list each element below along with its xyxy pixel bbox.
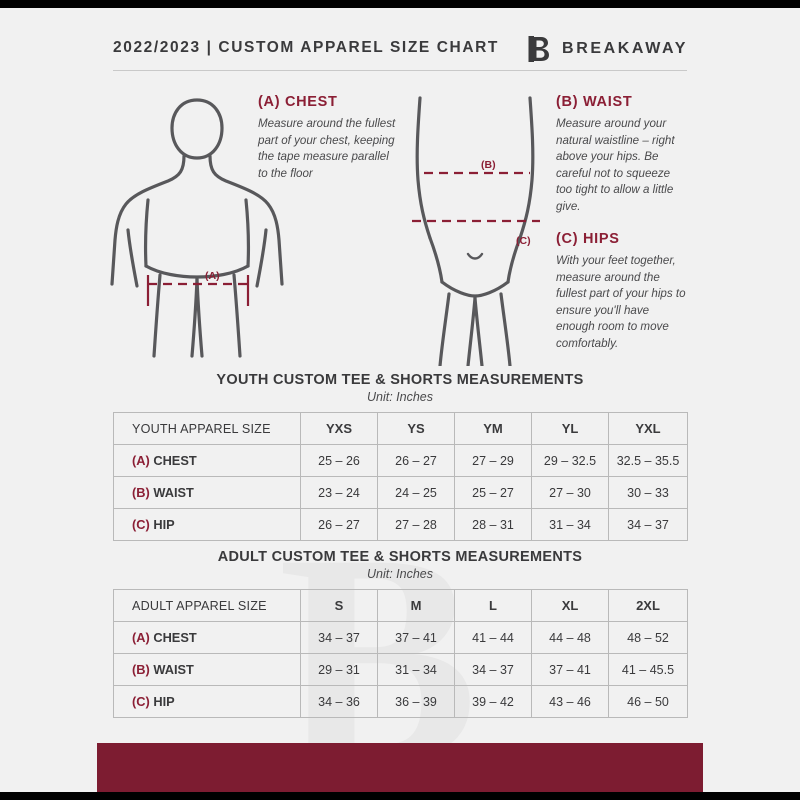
adult-row-tag-waist: (B) — [132, 662, 150, 677]
youth-waist-yxl: 30 – 33 — [609, 477, 688, 509]
adult-chest-xl: 44 – 48 — [532, 622, 609, 654]
youth-size-col-1: YS — [378, 413, 455, 445]
page-title: 2022/2023 | CUSTOM APPAREL SIZE CHART — [113, 39, 499, 56]
youth-section-title: YOUTH CUSTOM TEE & SHORTS MEASUREMENTS — [216, 372, 584, 388]
youth-hip-ys: 27 – 28 — [378, 509, 455, 541]
adult-row-tag-chest: (A) — [132, 630, 150, 645]
youth-size-col-2: YM — [455, 413, 532, 445]
youth-chest-yxl: 32.5 – 35.5 — [609, 445, 688, 477]
adult-section-title: ADULT CUSTOM TEE & SHORTS MEASUREMENTS — [217, 549, 583, 565]
adult-size-col-3: XL — [532, 590, 609, 622]
youth-hip-ym: 28 – 31 — [455, 509, 532, 541]
adult-row-label-hip — [114, 686, 301, 718]
table-header-row — [114, 413, 688, 445]
adult-size-col-1: M — [378, 590, 455, 622]
b-monogram-logo-icon — [528, 36, 550, 62]
adult-waist-m: 31 – 34 — [378, 654, 455, 686]
youth-chest-ym: 27 – 29 — [455, 445, 532, 477]
callout-title-chest: (A) CHEST — [258, 94, 338, 110]
youth-hip-yl: 31 – 34 — [532, 509, 609, 541]
youth-hip-yxl: 34 – 37 — [609, 509, 688, 541]
adult-waist-2xl: 41 – 45.5 — [609, 654, 688, 686]
chest-marker-label: (A) — [205, 270, 220, 282]
table-row — [114, 622, 688, 654]
youth-apparel-size-header: YOUTH APPAREL SIZE — [114, 413, 301, 445]
adult-hip-m: 36 – 39 — [378, 686, 455, 718]
adult-waist-xl: 37 – 41 — [532, 654, 609, 686]
youth-hip-yxs: 26 – 27 — [301, 509, 378, 541]
youth-row-label-waist — [114, 477, 301, 509]
adult-section-unit: Unit: Inches — [366, 567, 433, 581]
youth-row-label-hip — [114, 509, 301, 541]
table-row — [114, 509, 688, 541]
callout-title-hips: (C) HIPS — [556, 231, 620, 247]
adult-chest-s: 34 – 37 — [301, 622, 378, 654]
youth-row-label-chest — [114, 445, 301, 477]
measurement-illustration-area — [0, 70, 800, 366]
adult-size-col-2: L — [455, 590, 532, 622]
adult-size-col-0: S — [301, 590, 378, 622]
adult-size-col-4: 2XL — [609, 590, 688, 622]
adult-row-name-chest: CHEST — [153, 630, 197, 645]
youth-row-name-waist: WAIST — [153, 485, 194, 500]
adult-hip-l: 39 – 42 — [455, 686, 532, 718]
adult-row-name-hip: HIP — [153, 694, 175, 709]
youth-row-tag-hip: (C) — [132, 517, 150, 532]
adult-chest-l: 41 – 44 — [455, 622, 532, 654]
hips-marker-label: (C) — [516, 235, 531, 247]
adult-row-label-waist — [114, 654, 301, 686]
table-row — [114, 686, 688, 718]
youth-size-col-0: YXS — [301, 413, 378, 445]
youth-size-col-4: YXL — [609, 413, 688, 445]
adult-row-label-chest — [114, 622, 301, 654]
youth-size-table — [113, 412, 688, 541]
adult-chest-2xl: 48 – 52 — [609, 622, 688, 654]
youth-waist-yl: 27 – 30 — [532, 477, 609, 509]
table-header-row — [114, 590, 688, 622]
document-header — [0, 8, 800, 70]
table-row — [114, 445, 688, 477]
adult-chest-m: 37 – 41 — [378, 622, 455, 654]
youth-chest-yl: 29 – 32.5 — [532, 445, 609, 477]
table-row — [114, 477, 688, 509]
youth-size-col-3: YL — [532, 413, 609, 445]
table-row — [114, 654, 688, 686]
adult-waist-l: 34 – 37 — [455, 654, 532, 686]
waist-marker-label: (B) — [481, 159, 496, 171]
adult-row-name-waist: WAIST — [153, 662, 194, 677]
adult-hip-2xl: 46 – 50 — [609, 686, 688, 718]
youth-waist-yxs: 23 – 24 — [301, 477, 378, 509]
brand-lockup — [528, 36, 688, 62]
adult-row-tag-hip: (C) — [132, 694, 150, 709]
youth-row-name-hip: HIP — [153, 517, 175, 532]
size-chart-sheet — [0, 8, 800, 792]
adult-hip-s: 34 – 36 — [301, 686, 378, 718]
adult-hip-xl: 43 – 46 — [532, 686, 609, 718]
youth-chest-ys: 26 – 27 — [378, 445, 455, 477]
youth-row-tag-chest: (A) — [132, 453, 150, 468]
youth-row-name-chest: CHEST — [153, 453, 197, 468]
footer-bar — [97, 743, 703, 792]
callout-title-waist: (B) WAIST — [556, 94, 633, 110]
callout-body-chest: Measure around the fullest part of your chest, keeping the tape measure parallel to the floor — [258, 117, 396, 180]
youth-chest-yxs: 25 – 26 — [301, 445, 378, 477]
callout-body-waist: Measure around your natural waistline – right above your hips. Be careful not to squeeze too tight to allow a little give. — [556, 117, 675, 213]
youth-section-unit: Unit: Inches — [366, 390, 433, 404]
adult-size-table — [113, 589, 688, 718]
adult-apparel-size-header: ADULT APPAREL SIZE — [114, 590, 301, 622]
adult-waist-s: 29 – 31 — [301, 654, 378, 686]
youth-row-tag-waist: (B) — [132, 485, 150, 500]
youth-waist-ym: 25 – 27 — [455, 477, 532, 509]
youth-waist-ys: 24 – 25 — [378, 477, 455, 509]
brand-name: BREAKAWAY — [562, 40, 688, 57]
callout-body-hips: With your feet together, measure around the fullest part of your hips to ensure you'll have enough room to move comfortably. — [556, 254, 686, 350]
